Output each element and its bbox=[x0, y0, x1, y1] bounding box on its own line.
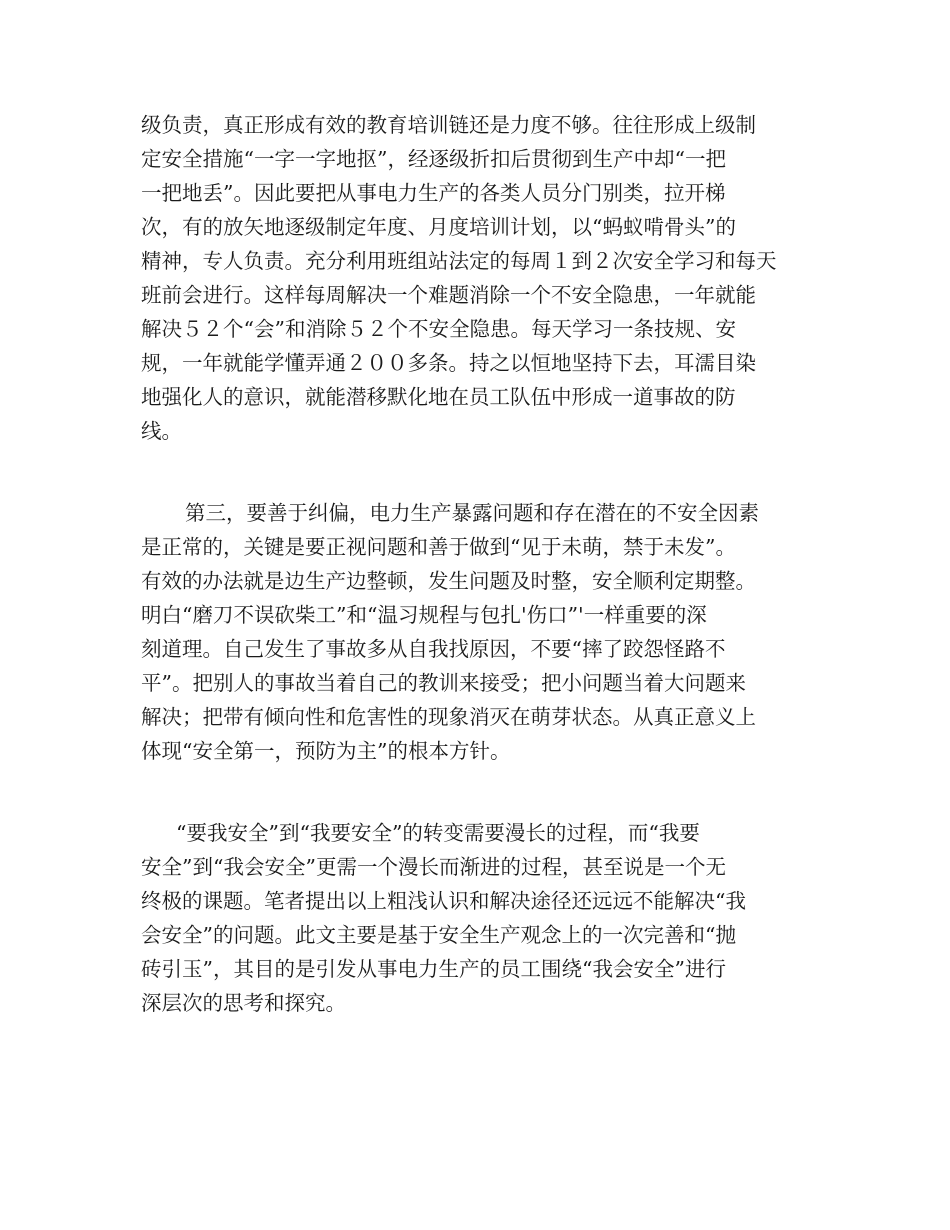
text-line: 安全”到“我会安全”更需一个漫长而渐进的过程，甚至说是一个无 bbox=[141, 855, 726, 879]
text-line: 级负责，真正形成有效的教育培训链还是力度不够。往往形成上级制 bbox=[141, 113, 756, 137]
text-line: 精神，专人负责。充分利用班组站法定的每周１到２次安全学习和每天 bbox=[141, 249, 777, 273]
text-line: 有效的办法就是边生产边整顿，发生问题及时整，安全顺利定期整。 bbox=[141, 569, 756, 593]
text-line: 是正常的，关键是要正视问题和善于做到“见于未萌，禁于未发”。 bbox=[141, 535, 736, 559]
text-line: 第三，要善于纠偏，电力生产暴露问题和存在潜在的不安全因素 bbox=[185, 501, 759, 525]
text-line: “要我安全”到“我要安全”的转变需要漫长的过程，而“我要 bbox=[176, 821, 700, 845]
text-line: 终极的课题。笔者提出以上粗浅认识和解决途径还远远不能解决“我 bbox=[141, 889, 746, 913]
text-line: 一把地丢”。因此要把从事电力生产的各类人员分门别类，拉开梯 bbox=[141, 181, 726, 205]
text-line: 深层次的思考和探究。 bbox=[141, 991, 346, 1015]
text-line: 体现“安全第一，预防为主”的根本方针。 bbox=[141, 739, 511, 763]
text-line: 规，一年就能学懂弄通２００多条。持之以恒地坚持下去，耳濡目染 bbox=[141, 351, 756, 375]
text-line: 解决５２个“会”和消除５２个不安全隐患。每天学习一条技规、安 bbox=[141, 317, 736, 341]
text-line: 线。 bbox=[141, 419, 182, 443]
text-line: 会安全”的问题。此文主要是基于安全生产观念上的一次完善和“抛 bbox=[141, 923, 736, 947]
text-line: 地强化人的意识，就能潜移默化地在员工队伍中形成一道事故的防 bbox=[141, 385, 736, 409]
text-line: 刻道理。自己发生了事故多从自我找原因，不要“摔了跤怨怪路不 bbox=[141, 637, 726, 661]
text-line: 班前会进行。这样每周解决一个难题消除一个不安全隐患，一年就能 bbox=[141, 283, 756, 307]
text-line: 定安全措施“一字一字地抠”，经逐级折扣后贯彻到生产中却“一把 bbox=[141, 147, 726, 171]
text-line: 平”。把别人的事故当着自己的教训来接受；把小问题当着大问题来 bbox=[141, 671, 746, 695]
text-line: 解决；把带有倾向性和危害性的现象消灭在萌芽状态。从真正意义上 bbox=[141, 705, 756, 729]
text-line: 次，有的放矢地逐级制定年度、月度培训计划，以“蚂蚁啃骨头”的 bbox=[141, 215, 736, 239]
text-line: 砖引玉”，其目的是引发从事电力生产的员工围绕“我会安全”进行 bbox=[141, 957, 726, 981]
text-line: 明白“磨刀不误砍柴工”和“温习规程与包扎'伤口”'一样重要的深 bbox=[141, 603, 707, 627]
